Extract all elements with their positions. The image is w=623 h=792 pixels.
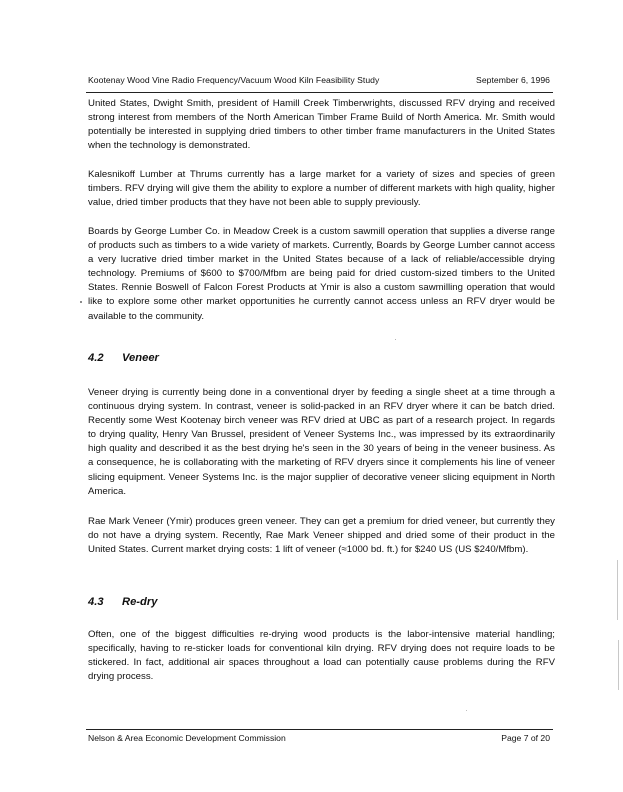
- scan-speck: [466, 710, 467, 711]
- scan-artifact: [618, 640, 619, 690]
- footer-rule: [86, 729, 553, 730]
- paragraph-veneer-drying: Veneer drying is currently being done in a conventional dryer by feeding a single sheet at a time through a continuous drying system. In contrast, veneer is solid-packed in an RFV dryer where it can be batch dried. Recently some West Kootenay birch veneer was RFV dried at UBC as part of a research project. In regards to drying quality, Henry Van Brussel, president of Veneer Systems Inc., was impressed by its extraordinarily high quality and described it as the best drying he's seen in the 30 years of being in the veneer business. As a consequence, he is collaborating with the marketing of RFV dryers since it complements his line of veneer slicing equipment. Veneer Systems Inc. is the major supplier of decorative veneer slicing equipment in North America.: [88, 387, 555, 497]
- paragraph-rae-mark-veneer: Rae Mark Veneer (Ymir) produces green veneer. They can get a premium for dried veneer, but currently they do not have a drying system. Recently, Rae Mark Veneer shipped and dried some of their product in the United States. Current market drying costs: 1 lift of veneer (≈1000 bd. ft.) for $240 US (US $240/Mfbm).: [88, 516, 555, 556]
- paragraph-kalesnikoff: Kalesnikoff Lumber at Thrums currently has a large market for a variety of sizes and species of green timbers. RFV drying will give them the ability to explore a number of different markets with high quality, higher value, dried timber products that they have not been able to supply previously.: [88, 169, 555, 209]
- section-title: Veneer: [122, 352, 159, 364]
- page-footer: [88, 733, 550, 743]
- header-title: Kootenay Wood Vine Radio Frequency/Vacuum Wood Kiln Feasibility Study: [88, 75, 380, 85]
- section-number: 4.2: [88, 352, 104, 364]
- page-number: Page 7 of 20: [501, 733, 550, 743]
- section-number: 4.3: [88, 596, 104, 608]
- scan-speck: [80, 301, 82, 303]
- section-heading-veneer: [88, 352, 159, 364]
- header-date: September 6, 1996: [476, 75, 550, 85]
- section-title: Re-dry: [122, 596, 158, 608]
- footer-org: Nelson & Area Economic Development Commission: [88, 733, 286, 743]
- section-heading-re-dry: [88, 596, 157, 608]
- paragraph-re-dry: Often, one of the biggest difficulties re-drying wood products is the labor-intensive material handling; specifically, having to re-sticker loads for conventional kiln drying. RFV drying does not require loads to be stickered. In fact, additional air spaces throughout a load can potentially cause problems during the RFV drying process.: [88, 629, 555, 683]
- scan-artifact: [617, 560, 618, 620]
- paragraph-hamill-creek: United States, Dwight Smith, president of Hamill Creek Timberwrights, discussed RFV drying and received strong interest from members of the North American Timber Frame Build of North America. Mr. Smith would potentially be interested in supplying dried timbers to other timber frame manufacturers in the United States when the technology is demonstrated.: [88, 98, 555, 152]
- paragraph-boards-by-george: Boards by George Lumber Co. in Meadow Creek is a custom sawmill operation that supplies a diverse range of products such as timbers to a wide variety of markets. Currently, Boards by George Lumber cannot access a very lucrative dried timber market in the United States because of a lack of reliable/accessible drying technology. Premiums of $600 to $700/Mfbm are being paid for dried custom-sized timbers to the United States. Rennie Boswell of Falcon Forest Products at Ymir is also a custom sawmilling operation that would like to explore some other market opportunities he currently cannot access unless an RFV dryer would be available to the community.: [88, 226, 555, 322]
- header-rule: [86, 92, 553, 93]
- scan-speck: [395, 339, 396, 340]
- page-header: [88, 75, 550, 85]
